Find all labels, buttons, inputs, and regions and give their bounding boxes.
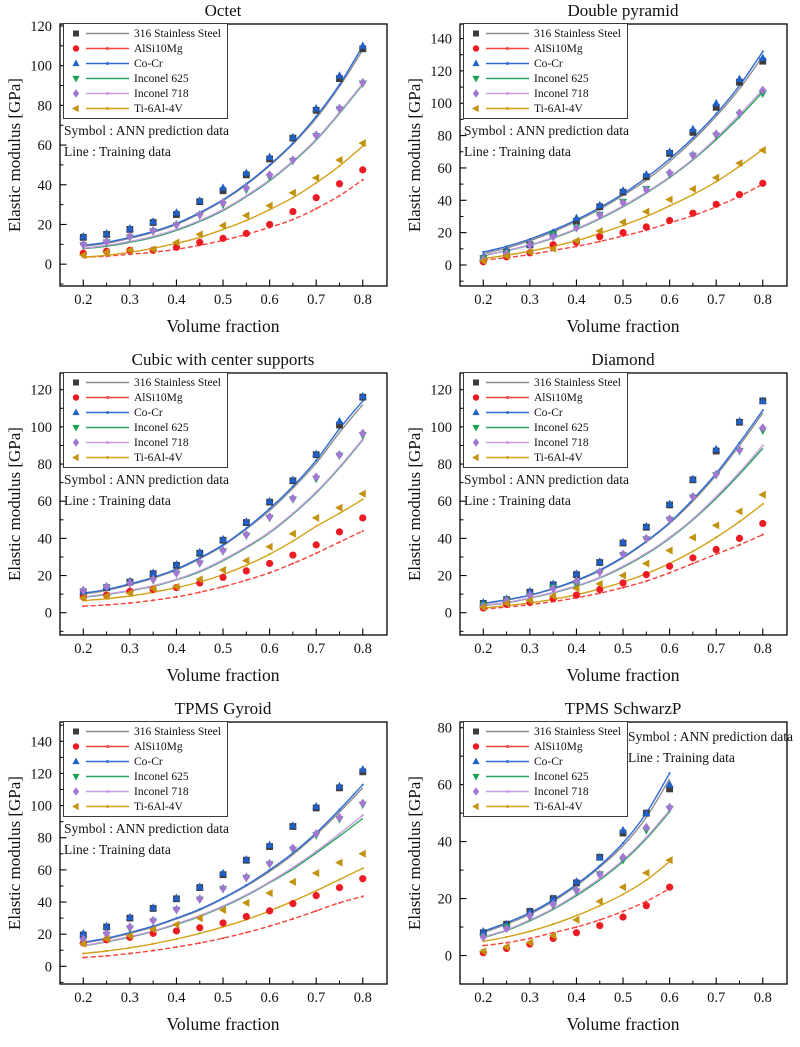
legend-line-icon	[84, 452, 131, 463]
legend-line-icon	[484, 452, 531, 463]
x-tick-label: 0.8	[353, 292, 372, 308]
y-tick-label: 100	[430, 419, 452, 436]
legend-label: 316 Stainless Steel	[534, 376, 621, 389]
square-marker-icon	[69, 726, 84, 737]
circle-marker-icon	[469, 392, 484, 403]
legend-item-inconel-718	[69, 435, 221, 450]
legend-label: Inconel 625	[534, 770, 589, 783]
x-tick-label: 0.3	[120, 641, 139, 657]
circle-marker-icon	[469, 741, 484, 752]
triangle-down-marker-icon	[469, 771, 484, 782]
x-tick-label: 0.5	[613, 990, 633, 1006]
legend-line-icon	[84, 756, 131, 767]
x-tick-label: 0.4	[167, 292, 186, 308]
legend-label: Inconel 718	[134, 436, 189, 449]
y-tick-label: 20	[437, 568, 452, 585]
legend-label: AlSi10Mg	[134, 42, 183, 55]
legend-item-316-stainless-steel	[469, 26, 621, 41]
y-tick-label: 0	[44, 959, 52, 976]
legend-label: Inconel 718	[534, 436, 589, 449]
y-tick-label: 120	[30, 766, 52, 783]
legend-line-icon	[84, 377, 131, 388]
legend-line-icon	[484, 741, 531, 752]
x-tick-label: 0.3	[120, 990, 139, 1006]
legend-line-icon	[484, 726, 531, 737]
y-tick-label: 0	[444, 605, 452, 622]
annotation-line-line: Line : Training data	[464, 493, 571, 508]
legend-item-ti-6al-4v	[69, 101, 221, 116]
y-tick-label: 140	[30, 734, 52, 751]
circle-marker-icon	[69, 43, 84, 54]
legend-item-ti-6al-4v	[469, 450, 621, 465]
x-tick-label: 0.3	[120, 292, 139, 308]
chart-title: Diamond	[591, 350, 655, 369]
annotation-symbol-line: Symbol : ANN prediction data	[464, 472, 629, 487]
y-tick-label: 60	[437, 160, 452, 177]
legend-label: Ti-6Al-4V	[134, 102, 183, 115]
triangle-left-marker-icon	[69, 801, 84, 812]
legend-line-icon	[484, 88, 531, 99]
y-tick-label: 100	[30, 58, 52, 75]
diamond-marker-icon	[69, 88, 84, 99]
legend	[463, 23, 628, 119]
chart-tpms-gyroid	[0, 698, 400, 1047]
legend-item-inconel-718	[69, 86, 221, 101]
x-tick-label: 0.2	[474, 292, 493, 308]
x-tick-label: 0.5	[213, 990, 233, 1006]
x-tick-label: 0.8	[753, 990, 772, 1006]
legend-line-icon	[484, 437, 531, 448]
legend-line-icon	[84, 801, 131, 812]
legend	[463, 372, 628, 468]
legend-line-icon	[484, 58, 531, 69]
square-marker-icon	[469, 726, 484, 737]
legend-label: Co-Cr	[534, 57, 563, 70]
x-tick-label: 0.8	[353, 990, 372, 1006]
triangle-up-marker-icon	[469, 407, 484, 418]
chart-octet	[0, 0, 400, 349]
x-tick-label: 0.4	[167, 990, 186, 1006]
legend-item-alsi10mg	[69, 390, 221, 405]
x-tick-label: 0.4	[167, 641, 186, 657]
y-tick-label: 20	[437, 225, 452, 242]
y-axis-label: Elastic modulus [GPa]	[405, 427, 424, 581]
legend-label: AlSi10Mg	[134, 391, 183, 404]
annotation	[464, 120, 629, 162]
x-tick-label: 0.6	[660, 641, 679, 657]
legend-line-icon	[484, 43, 531, 54]
x-tick-label: 0.4	[567, 292, 586, 308]
y-axis-label: Elastic modulus [GPa]	[405, 78, 424, 232]
y-tick-label: 40	[37, 895, 52, 912]
triangle-left-marker-icon	[69, 452, 84, 463]
y-axis-label: Elastic modulus [GPa]	[5, 78, 24, 232]
y-axis-label: Elastic modulus [GPa]	[5, 776, 24, 930]
y-tick-label: 100	[30, 419, 52, 436]
x-tick-label: 0.5	[613, 292, 633, 308]
square-marker-icon	[469, 377, 484, 388]
legend-label: Ti-6Al-4V	[134, 800, 183, 813]
legend-line-icon	[484, 801, 531, 812]
y-tick-label: 100	[430, 96, 452, 113]
annotation	[64, 120, 229, 162]
legend-label: Inconel 625	[134, 421, 189, 434]
chart-diamond	[400, 349, 800, 698]
triangle-left-marker-icon	[469, 103, 484, 114]
legend-line-icon	[484, 422, 531, 433]
legend-item-inconel-625	[469, 769, 621, 784]
legend-label: Inconel 625	[134, 770, 189, 783]
legend-item-inconel-625	[69, 71, 221, 86]
legend-item-ti-6al-4v	[469, 799, 621, 814]
annotation-line-line: Line : Training data	[64, 144, 171, 159]
triangle-down-marker-icon	[469, 422, 484, 433]
annotation-line-line: Line : Training data	[628, 750, 735, 765]
annotation-line-line: Line : Training data	[64, 842, 171, 857]
y-tick-label: 0	[444, 257, 452, 274]
legend-label: 316 Stainless Steel	[134, 376, 221, 389]
y-tick-label: 60	[37, 138, 52, 155]
y-tick-label: 60	[437, 777, 452, 794]
y-tick-label: 20	[37, 217, 52, 234]
legend-label: Inconel 718	[534, 87, 589, 100]
x-tick-label: 0.3	[520, 292, 539, 308]
annotation	[464, 469, 629, 511]
legend-label: 316 Stainless Steel	[534, 725, 621, 738]
x-tick-label: 0.2	[74, 641, 93, 657]
x-tick-label: 0.3	[520, 641, 539, 657]
x-tick-label: 0.2	[474, 641, 493, 657]
legend-item-316-stainless-steel	[469, 724, 621, 739]
legend-label: 316 Stainless Steel	[534, 27, 621, 40]
legend-line-icon	[84, 103, 131, 114]
y-tick-label: 120	[30, 18, 52, 35]
triangle-left-marker-icon	[69, 103, 84, 114]
legend	[463, 721, 628, 817]
circle-marker-icon	[69, 392, 84, 403]
chart-title: Cubic with center supports	[131, 350, 315, 369]
triangle-down-marker-icon	[69, 771, 84, 782]
legend-line-icon	[84, 28, 131, 39]
triangle-down-marker-icon	[69, 73, 84, 84]
y-tick-label: 20	[37, 927, 52, 944]
x-axis-label: Volume fraction	[566, 665, 680, 685]
chart-cubic-center-supports	[0, 349, 400, 698]
legend-item-ti-6al-4v	[69, 450, 221, 465]
x-tick-label: 0.8	[353, 641, 372, 657]
x-axis-label: Volume fraction	[566, 1014, 680, 1034]
diamond-marker-icon	[69, 786, 84, 797]
annotation-symbol-line: Symbol : ANN prediction data	[628, 729, 793, 744]
y-tick-label: 80	[437, 720, 452, 737]
legend-label: Co-Cr	[534, 406, 563, 419]
legend-line-icon	[84, 437, 131, 448]
x-tick-label: 0.4	[567, 641, 586, 657]
circle-marker-icon	[469, 43, 484, 54]
legend-line-icon	[84, 392, 131, 403]
y-axis-label: Elastic modulus [GPa]	[5, 427, 24, 581]
legend-line-icon	[84, 741, 131, 752]
annotation-line-line: Line : Training data	[64, 493, 171, 508]
legend-label: AlSi10Mg	[134, 740, 183, 753]
legend-item-inconel-625	[469, 420, 621, 435]
legend-label: Co-Cr	[134, 406, 163, 419]
legend-item-alsi10mg	[69, 41, 221, 56]
legend-line-icon	[484, 377, 531, 388]
x-tick-label: 0.2	[474, 990, 493, 1006]
x-tick-label: 0.5	[213, 641, 233, 657]
y-tick-label: 120	[430, 63, 452, 80]
legend-item-ti-6al-4v	[69, 799, 221, 814]
legend-item-inconel-718	[69, 784, 221, 799]
annotation-line-line: Line : Training data	[464, 144, 571, 159]
y-tick-label: 40	[37, 531, 52, 548]
x-axis-label: Volume fraction	[166, 665, 280, 685]
legend-item-alsi10mg	[69, 739, 221, 754]
square-marker-icon	[69, 377, 84, 388]
legend-line-icon	[84, 786, 131, 797]
legend-label: Inconel 718	[534, 785, 589, 798]
legend-item-ti-6al-4v	[469, 101, 621, 116]
legend-item-316-stainless-steel	[69, 375, 221, 390]
legend-line-icon	[84, 726, 131, 737]
legend-label: AlSi10Mg	[534, 740, 583, 753]
y-tick-label: 40	[437, 531, 452, 548]
legend-label: 316 Stainless Steel	[134, 725, 221, 738]
legend-label: Ti-6Al-4V	[534, 800, 583, 813]
annotation-symbol-line: Symbol : ANN prediction data	[464, 123, 629, 138]
y-tick-label: 40	[437, 834, 452, 851]
annotation	[628, 726, 793, 768]
y-tick-label: 120	[430, 382, 452, 399]
triangle-left-marker-icon	[469, 452, 484, 463]
circle-marker-icon	[69, 741, 84, 752]
x-tick-label: 0.8	[753, 292, 772, 308]
x-tick-label: 0.7	[307, 641, 326, 657]
legend-line-icon	[484, 28, 531, 39]
x-tick-label: 0.6	[660, 292, 679, 308]
legend-item-co-cr	[69, 754, 221, 769]
legend-label: Ti-6Al-4V	[134, 451, 183, 464]
y-axis-label: Elastic modulus [GPa]	[405, 776, 424, 930]
legend-line-icon	[484, 73, 531, 84]
legend-item-co-cr	[469, 754, 621, 769]
triangle-up-marker-icon	[69, 58, 84, 69]
x-tick-label: 0.8	[753, 641, 772, 657]
legend-item-inconel-718	[469, 435, 621, 450]
x-tick-label: 0.6	[660, 990, 679, 1006]
legend	[63, 23, 228, 119]
chart-title: Octet	[204, 1, 242, 20]
y-tick-label: 80	[37, 98, 52, 115]
annotation	[64, 469, 229, 511]
y-tick-label: 60	[37, 494, 52, 511]
y-tick-label: 60	[437, 494, 452, 511]
chart-title: TPMS Gyroid	[174, 699, 272, 718]
y-tick-label: 0	[44, 605, 52, 622]
annotation-symbol-line: Symbol : ANN prediction data	[64, 821, 229, 836]
legend-item-inconel-625	[69, 420, 221, 435]
legend-line-icon	[484, 786, 531, 797]
chart-double-pyramid	[400, 0, 800, 349]
legend-item-co-cr	[469, 405, 621, 420]
legend-label: Inconel 718	[134, 785, 189, 798]
legend-line-icon	[84, 88, 131, 99]
legend	[63, 721, 228, 817]
legend-label: Ti-6Al-4V	[534, 102, 583, 115]
legend-item-316-stainless-steel	[69, 26, 221, 41]
legend-line-icon	[484, 103, 531, 114]
x-tick-label: 0.5	[613, 641, 633, 657]
legend-label: Ti-6Al-4V	[534, 451, 583, 464]
legend-item-inconel-718	[469, 86, 621, 101]
y-tick-label: 80	[37, 830, 52, 847]
legend-item-co-cr	[469, 56, 621, 71]
diamond-marker-icon	[69, 437, 84, 448]
triangle-up-marker-icon	[69, 756, 84, 767]
x-tick-label: 0.6	[260, 641, 279, 657]
y-tick-label: 40	[37, 177, 52, 194]
legend-line-icon	[84, 422, 131, 433]
triangle-down-marker-icon	[469, 73, 484, 84]
legend-line-icon	[84, 43, 131, 54]
x-tick-label: 0.6	[260, 292, 279, 308]
triangle-left-marker-icon	[469, 801, 484, 812]
x-tick-label: 0.6	[260, 990, 279, 1006]
triangle-up-marker-icon	[469, 58, 484, 69]
legend-line-icon	[484, 407, 531, 418]
x-tick-label: 0.7	[307, 990, 326, 1006]
legend-line-icon	[84, 73, 131, 84]
legend-item-alsi10mg	[469, 739, 621, 754]
legend-item-316-stainless-steel	[69, 724, 221, 739]
legend-item-316-stainless-steel	[469, 375, 621, 390]
square-marker-icon	[69, 28, 84, 39]
y-tick-label: 100	[30, 798, 52, 815]
legend-label: Inconel 625	[534, 421, 589, 434]
legend-label: 316 Stainless Steel	[134, 27, 221, 40]
legend-line-icon	[84, 407, 131, 418]
x-axis-label: Volume fraction	[166, 1014, 280, 1034]
x-axis-label: Volume fraction	[566, 316, 680, 336]
triangle-up-marker-icon	[69, 407, 84, 418]
legend-item-alsi10mg	[469, 390, 621, 405]
y-tick-label: 20	[37, 568, 52, 585]
annotation-symbol-line: Symbol : ANN prediction data	[64, 472, 229, 487]
annotation	[64, 818, 229, 860]
y-tick-label: 40	[437, 193, 452, 210]
triangle-down-marker-icon	[69, 422, 84, 433]
y-tick-label: 140	[430, 31, 452, 48]
x-tick-label: 0.4	[567, 990, 586, 1006]
legend-line-icon	[84, 58, 131, 69]
legend-label: Inconel 625	[134, 72, 189, 85]
diamond-marker-icon	[469, 437, 484, 448]
legend-item-co-cr	[69, 56, 221, 71]
x-tick-label: 0.2	[74, 990, 93, 1006]
y-tick-label: 60	[37, 862, 52, 879]
y-tick-label: 80	[437, 457, 452, 474]
x-tick-label: 0.5	[213, 292, 233, 308]
legend-item-inconel-718	[469, 784, 621, 799]
y-tick-label: 80	[437, 128, 452, 145]
legend-label: Inconel 718	[134, 87, 189, 100]
legend-line-icon	[84, 771, 131, 782]
legend-item-alsi10mg	[469, 41, 621, 56]
y-tick-label: 0	[444, 948, 452, 965]
x-tick-label: 0.3	[520, 990, 539, 1006]
legend-label: Co-Cr	[534, 755, 563, 768]
legend-line-icon	[484, 756, 531, 767]
x-tick-label: 0.7	[707, 292, 726, 308]
chart-title: TPMS SchwarzP	[564, 699, 682, 718]
legend-label: Co-Cr	[134, 755, 163, 768]
y-tick-label: 80	[37, 457, 52, 474]
annotation-symbol-line: Symbol : ANN prediction data	[64, 123, 229, 138]
y-tick-label: 0	[44, 257, 52, 274]
x-tick-label: 0.2	[74, 292, 93, 308]
chart-tpms-schwarzp	[400, 698, 800, 1047]
legend	[63, 372, 228, 468]
legend-label: Co-Cr	[134, 57, 163, 70]
chart-title: Double pyramid	[567, 1, 679, 20]
legend-line-icon	[484, 771, 531, 782]
legend-label: AlSi10Mg	[534, 42, 583, 55]
diamond-marker-icon	[469, 786, 484, 797]
y-tick-label: 120	[30, 382, 52, 399]
x-axis-label: Volume fraction	[166, 316, 280, 336]
legend-label: Inconel 625	[534, 72, 589, 85]
y-tick-label: 20	[437, 891, 452, 908]
x-tick-label: 0.7	[707, 641, 726, 657]
legend-item-inconel-625	[469, 71, 621, 86]
legend-label: AlSi10Mg	[534, 391, 583, 404]
square-marker-icon	[469, 28, 484, 39]
triangle-up-marker-icon	[469, 756, 484, 767]
x-tick-label: 0.7	[707, 990, 726, 1006]
legend-item-co-cr	[69, 405, 221, 420]
diamond-marker-icon	[469, 88, 484, 99]
legend-line-icon	[484, 392, 531, 403]
legend-item-inconel-625	[69, 769, 221, 784]
x-tick-label: 0.7	[307, 292, 326, 308]
